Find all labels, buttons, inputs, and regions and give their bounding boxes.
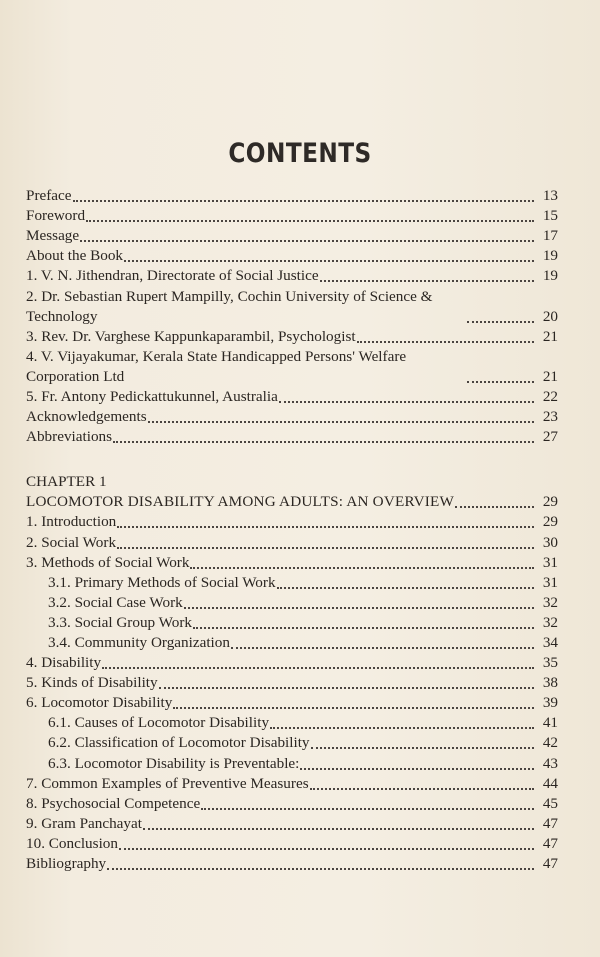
dot-leader xyxy=(73,200,534,202)
toc-entry-page: 31 xyxy=(542,573,558,591)
toc-entry-title: Acknowledgements xyxy=(26,408,147,426)
toc-entry[interactable] xyxy=(26,774,558,794)
toc-entry[interactable] xyxy=(26,834,558,854)
toc-entry-page: 34 xyxy=(542,633,558,651)
toc-entry-page: 19 xyxy=(542,247,558,265)
dot-leader xyxy=(190,567,534,569)
chapter-page: 29 xyxy=(542,493,558,511)
dot-leader xyxy=(277,587,534,589)
toc-entry-title: 3.3. Social Group Work xyxy=(48,613,193,631)
dot-leader xyxy=(300,768,534,770)
toc-entry-page: 43 xyxy=(542,754,558,772)
dot-leader xyxy=(124,260,534,262)
toc-entry-title: 3.4. Community Organization xyxy=(48,633,230,651)
toc-entry-about-the-book[interactable] xyxy=(26,246,558,266)
toc-entry-page: 19 xyxy=(542,267,558,285)
toc-entry-preface[interactable] xyxy=(26,186,558,206)
dot-leader xyxy=(310,788,534,790)
dot-leader xyxy=(117,526,534,528)
dot-leader xyxy=(143,828,534,830)
toc-entry-page: 45 xyxy=(542,794,558,812)
toc-entry-title: 8. Psychosocial Competence xyxy=(26,794,201,812)
toc-entry-title: 1. Introduction xyxy=(26,513,117,531)
dot-leader xyxy=(320,280,534,282)
dot-leader xyxy=(467,321,534,323)
toc-subentry[interactable] xyxy=(26,613,558,633)
toc-entry-foreword-2[interactable] xyxy=(26,286,558,326)
toc-entry-page: 29 xyxy=(542,513,558,531)
toc-entry-title: Preface xyxy=(26,187,72,205)
toc-entry[interactable] xyxy=(26,814,558,834)
toc-entry[interactable] xyxy=(26,653,558,673)
toc-entry-page: 27 xyxy=(542,428,558,446)
toc-entry-title: 10. Conclusion xyxy=(26,834,118,852)
toc-entry-acknowledgements[interactable] xyxy=(26,407,558,427)
toc-entry[interactable] xyxy=(26,854,558,874)
toc-subentry[interactable] xyxy=(26,753,558,773)
toc-entry-page: 44 xyxy=(542,774,558,792)
toc-entry-title: 2. Social Work xyxy=(26,533,117,551)
toc-entry-page: 15 xyxy=(542,207,558,225)
toc-entry[interactable] xyxy=(26,512,558,532)
toc-entry-title: 6.3. Locomotor Disability is Preventable: xyxy=(48,754,300,772)
toc-entry-message[interactable] xyxy=(26,226,558,246)
table-of-contents xyxy=(26,186,558,874)
page-title: CONTENTS xyxy=(228,138,372,169)
toc-entry-title: 3. Rev. Dr. Varghese Kappunkaparambil, Psychologist xyxy=(26,327,356,345)
dot-leader xyxy=(193,627,534,629)
toc-entry[interactable] xyxy=(26,693,558,713)
toc-entry-page: 47 xyxy=(542,814,558,832)
toc-entry-title: 3.2. Social Case Work xyxy=(48,593,183,611)
toc-entry-title: 3.1. Primary Methods of Social Work xyxy=(48,573,276,591)
toc-entry-title: 4. Disability xyxy=(26,654,102,672)
dot-leader xyxy=(86,220,534,222)
dot-leader xyxy=(117,547,534,549)
toc-entry-title: 6. Locomotor Disability xyxy=(26,694,173,712)
toc-subentry[interactable] xyxy=(26,713,558,733)
toc-entry-title: 3. Methods of Social Work xyxy=(26,553,190,571)
toc-entry-foreword-3[interactable] xyxy=(26,327,558,347)
toc-subentry[interactable] xyxy=(26,573,558,593)
dot-leader xyxy=(270,727,534,729)
section-gap xyxy=(26,447,558,472)
toc-entry-page: 21 xyxy=(542,367,558,385)
toc-entry-title: 5. Kinds of Disability xyxy=(26,674,158,692)
chapter-label: CHAPTER 1 xyxy=(26,473,107,491)
toc-entry[interactable] xyxy=(26,532,558,552)
toc-entry-page: 47 xyxy=(542,834,558,852)
toc-entry-title: 9. Gram Panchayat xyxy=(26,814,142,832)
toc-entry[interactable] xyxy=(26,794,558,814)
dot-leader xyxy=(148,421,534,423)
toc-entry-title: 1. V. N. Jithendran, Directorate of Social Justice xyxy=(26,267,319,285)
toc-entry-page: 32 xyxy=(542,593,558,611)
toc-entry-title: About the Book xyxy=(26,247,124,265)
toc-entry-foreword-1[interactable] xyxy=(26,266,558,286)
toc-entry-page: 39 xyxy=(542,694,558,712)
toc-entry-page: 13 xyxy=(542,187,558,205)
dot-leader xyxy=(279,401,534,403)
toc-entry-foreword-4[interactable] xyxy=(26,347,558,387)
dot-leader xyxy=(102,667,534,669)
toc-entry-title: 6.1. Causes of Locomotor Disability xyxy=(48,714,270,732)
toc-entry-page: 20 xyxy=(542,307,558,325)
toc-entry-title: 2. Dr. Sebastian Rupert Mampilly, Cochin University of Science & Technology xyxy=(26,287,433,325)
dot-leader xyxy=(311,747,534,749)
toc-entry-page: 47 xyxy=(542,855,558,872)
toc-entry[interactable] xyxy=(26,673,558,693)
dot-leader xyxy=(119,848,534,850)
toc-entry-title: Bibliography xyxy=(26,855,107,872)
dot-leader xyxy=(113,441,534,443)
toc-entry[interactable] xyxy=(26,553,558,573)
toc-entry-title: 4. V. Vijayakumar, Kerala State Handicapped Persons' Welfare Corporation Ltd xyxy=(26,347,407,385)
toc-entry-page: 32 xyxy=(542,613,558,631)
dot-leader xyxy=(357,341,534,343)
toc-subentry[interactable] xyxy=(26,733,558,753)
toc-entry-title: Foreword xyxy=(26,207,86,225)
toc-entry-page: 21 xyxy=(542,327,558,345)
chapter-heading[interactable] xyxy=(26,492,558,512)
dot-leader xyxy=(107,868,534,870)
dot-leader xyxy=(455,506,534,508)
dot-leader xyxy=(201,808,534,810)
chapter-title: LOCOMOTOR DISABILITY AMONG ADULTS: AN OVERVIEW xyxy=(26,493,455,511)
dot-leader xyxy=(80,240,534,242)
toc-entry-title: Abbreviations xyxy=(26,428,113,446)
toc-entry-page: 35 xyxy=(542,654,558,672)
toc-entry-foreword-5[interactable] xyxy=(26,387,558,407)
toc-entry-page: 17 xyxy=(542,227,558,245)
toc-entry-title: Message xyxy=(26,227,80,245)
toc-entry-page: 41 xyxy=(542,714,558,732)
toc-subentry[interactable] xyxy=(26,633,558,653)
dot-leader xyxy=(231,647,534,649)
toc-entry-page: 31 xyxy=(542,553,558,571)
toc-entry-page: 23 xyxy=(542,408,558,426)
dot-leader xyxy=(467,381,534,383)
toc-entry-page: 38 xyxy=(542,674,558,692)
toc-entry-title: 6.2. Classification of Locomotor Disability xyxy=(48,734,310,752)
toc-entry-abbreviations[interactable] xyxy=(26,427,558,447)
toc-subentry[interactable] xyxy=(26,593,558,613)
toc-entry-page: 22 xyxy=(542,388,558,406)
toc-entry-title: 7. Common Examples of Preventive Measures xyxy=(26,774,309,792)
toc-entry-foreword[interactable] xyxy=(26,206,558,226)
toc-entry-title: 5. Fr. Antony Pedickattukunnel, Australia xyxy=(26,388,278,406)
toc-entry-page: 30 xyxy=(542,533,558,551)
chapter-entry-list xyxy=(26,512,558,874)
toc-entry-page: 42 xyxy=(542,734,558,752)
dot-leader xyxy=(173,707,534,709)
dot-leader xyxy=(159,687,534,689)
front-matter-list xyxy=(26,186,558,447)
dot-leader xyxy=(184,607,534,609)
